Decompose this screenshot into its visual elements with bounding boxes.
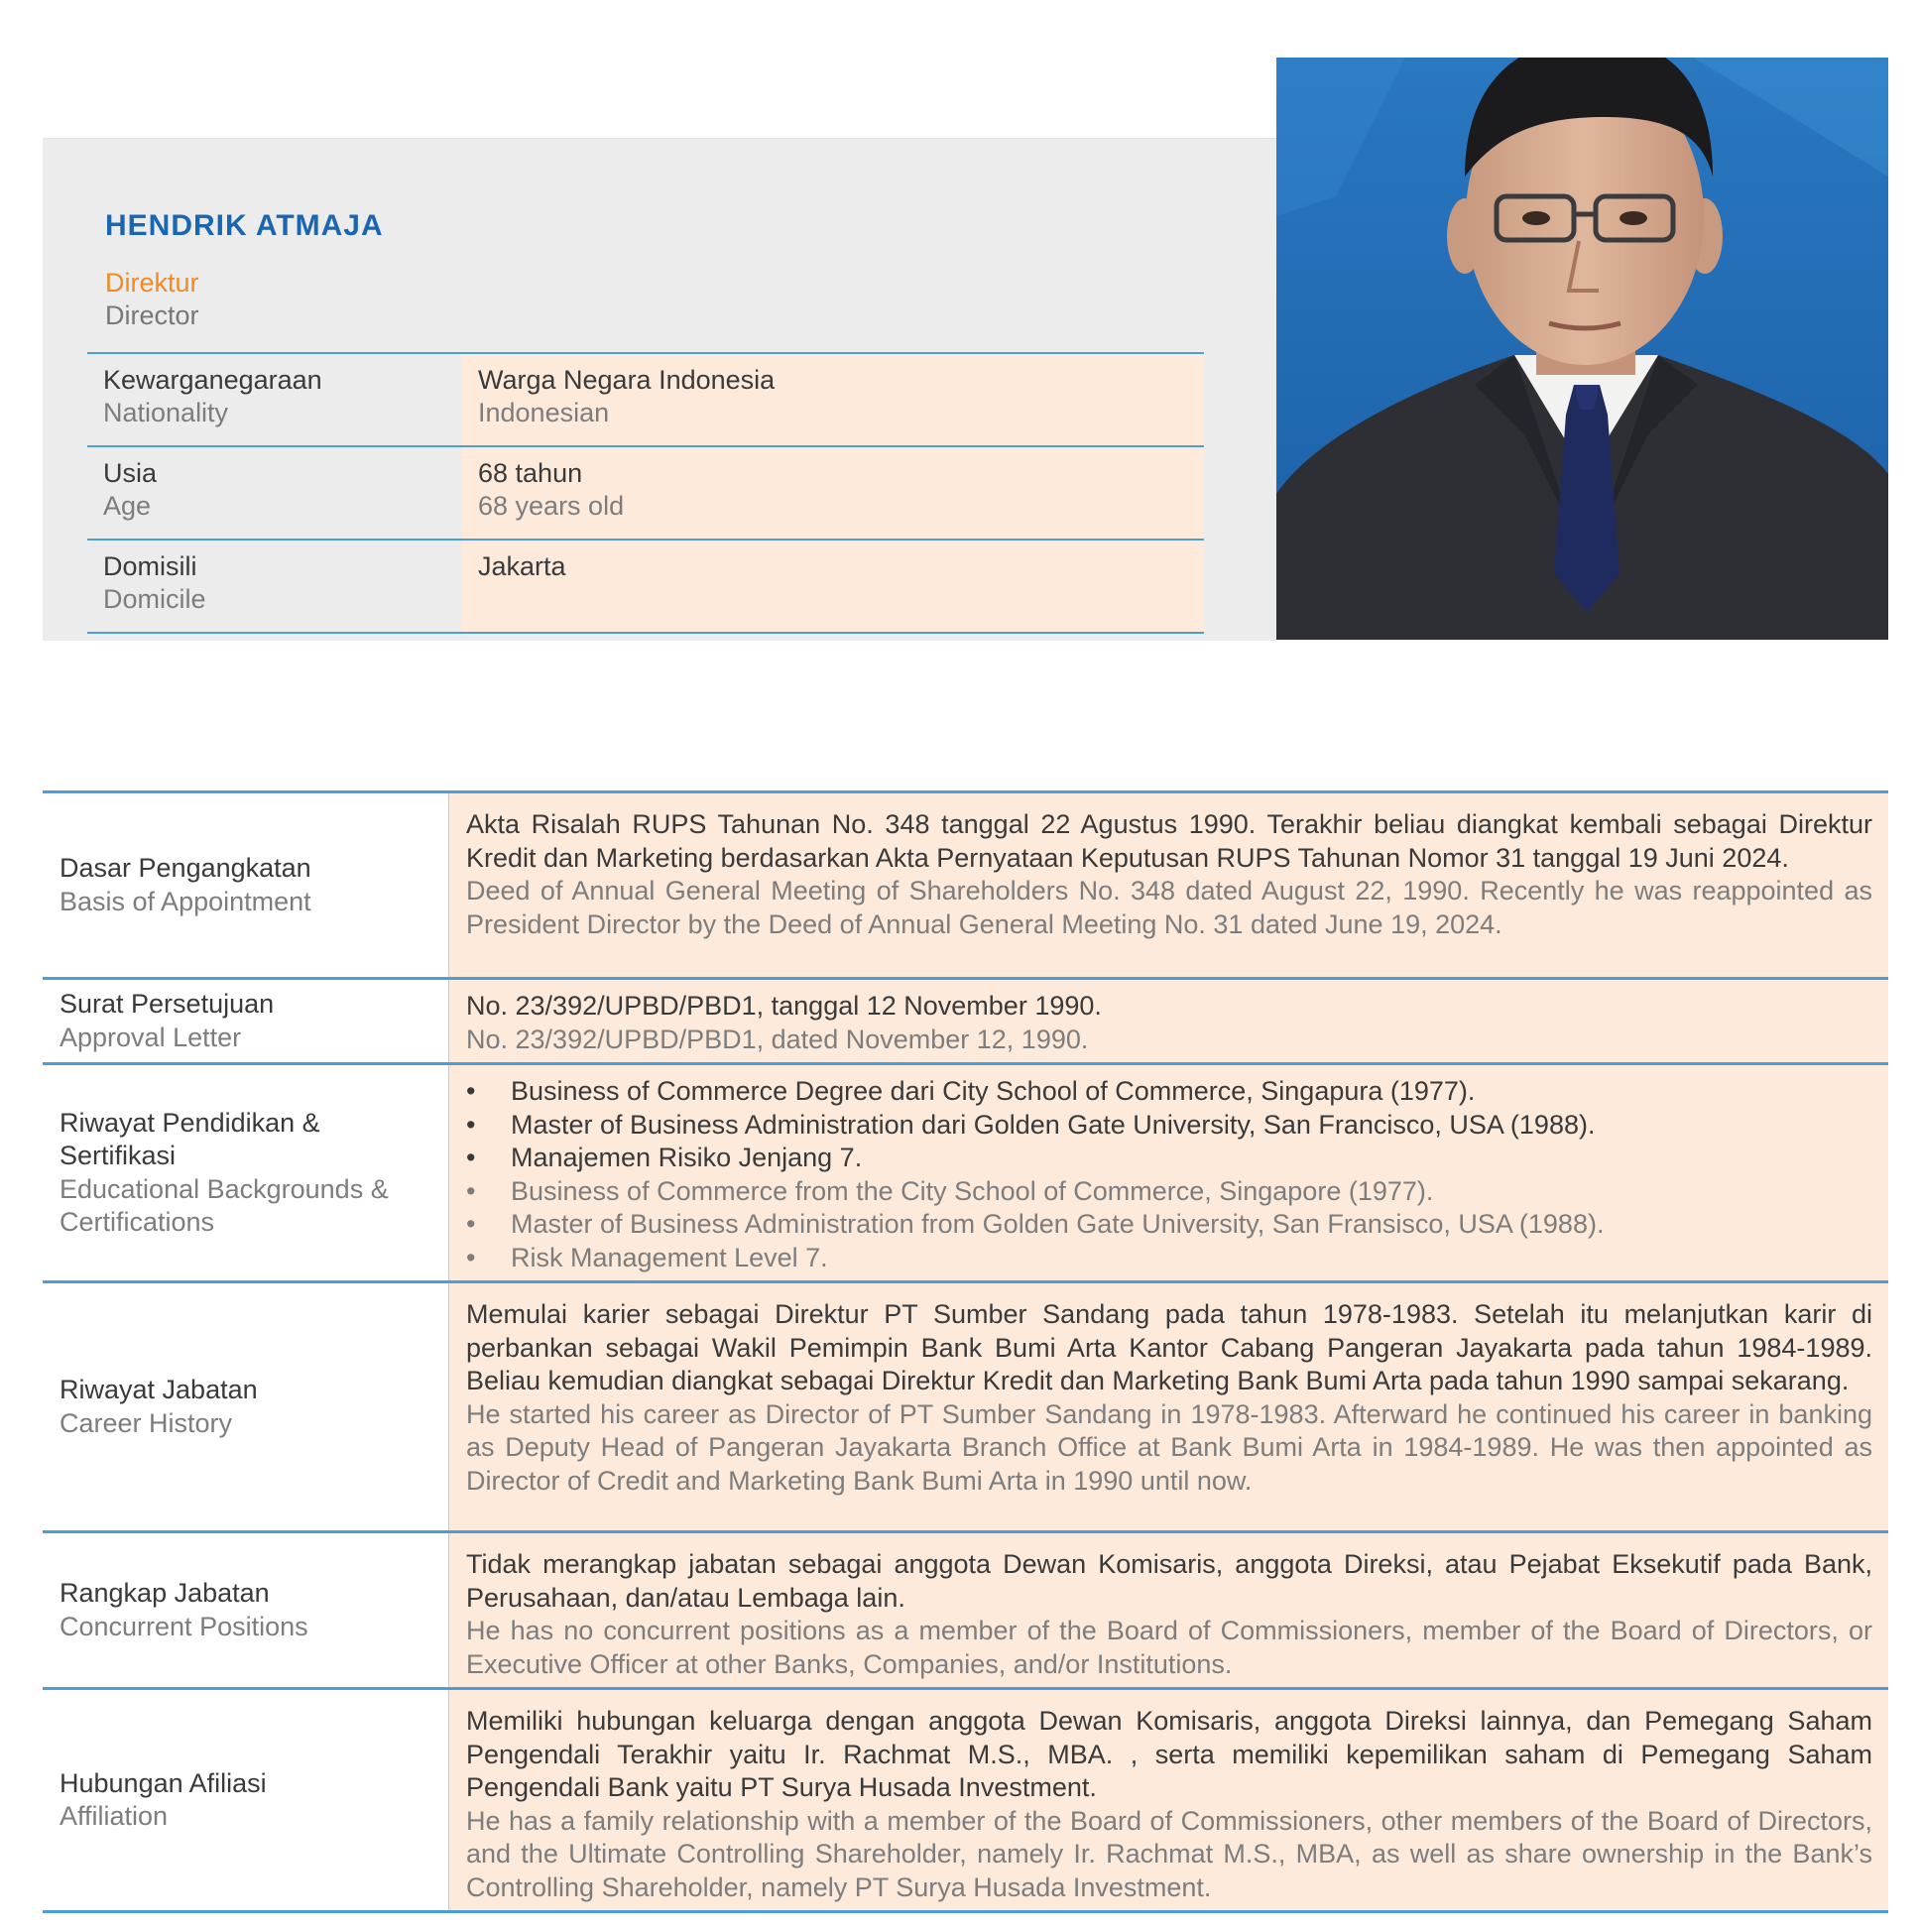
details-value-cell xyxy=(449,1689,1889,1912)
approval-text-id: No. 23/392/UPBD/PBD1, tanggal 12 November 1990. xyxy=(466,991,1102,1021)
domicile-label-en: Domicile xyxy=(103,584,206,614)
age-value-en: 68 years old xyxy=(478,491,625,521)
details-label-cell xyxy=(43,1064,449,1282)
career-text-id: Memulai karier sebagai Direktur PT Sumber Sandang pada tahun 1978-1983. Setelah itu melanjutkan karir di perbankan sebagai Wakil Pemimpin Bank Bumi Arta Kantor Cabang Pangeran Jayakarta pada tahun 1984-1989. Beliau kemudian diangkat sebagai Direktur Kredit dan Marketing Bank Bumi Arta pada tahun 1990 sampai sekarang. xyxy=(466,1299,1872,1395)
profile-table xyxy=(87,352,1204,634)
affiliation-label-id: Hubungan Afiliasi xyxy=(60,1767,267,1798)
education-item-id: • Master of Business Administration dari Golden Gate University, San Francisco, USA (1988). xyxy=(466,1109,1872,1143)
concurrent-label-en: Concurrent Positions xyxy=(60,1611,308,1641)
approval-label-en: Approval Letter xyxy=(60,1022,242,1052)
details-label-cell xyxy=(43,792,449,979)
profile-value-cell xyxy=(462,540,1204,633)
education-label-id: Riwayat Pendidikan & Sertifikasi xyxy=(60,1107,320,1170)
details-value-cell xyxy=(449,1532,1889,1689)
career-label-id: Riwayat Jabatan xyxy=(60,1375,258,1404)
profile-row-domicile xyxy=(87,540,1204,633)
profile-value-cell xyxy=(462,353,1204,446)
nationality-label-en: Nationality xyxy=(103,398,229,427)
details-row-education xyxy=(43,1064,1888,1282)
career-text-en: He started his career as Director of PT Sumber Sandang in 1978-1983. Afterward he continued his career in banking as Deputy Head of Pangeran Jayakarta Branch Office at Bank Bumi Arta in 1984-1989. He was then appointed as Director of Credit and Marketing Bank Bumi Arta in 1990 until now. xyxy=(466,1398,1872,1496)
affiliation-label-en: Affiliation xyxy=(60,1801,169,1831)
education-label-en: Educational Backgrounds & Certifications xyxy=(60,1173,389,1237)
education-item-en: • Master of Business Administration from Golden Gate University, San Fransisco, USA (1988). xyxy=(466,1208,1872,1242)
profile-label-cell xyxy=(87,446,462,540)
details-row-appointment xyxy=(43,792,1888,979)
education-item-id: • Business of Commerce Degree dari City School of Commerce, Singapura (1977). xyxy=(466,1075,1872,1109)
profile-value-cell xyxy=(462,446,1204,540)
details-row-concurrent xyxy=(43,1532,1888,1689)
details-row-approval xyxy=(43,979,1888,1064)
approval-label-id: Surat Persetujuan xyxy=(60,989,275,1019)
details-row-affiliation xyxy=(43,1689,1888,1912)
profile-label-cell xyxy=(87,540,462,633)
education-list xyxy=(466,1075,1872,1274)
position-title-en: Director xyxy=(105,301,199,330)
nationality-label-id: Kewarganegaraan xyxy=(103,365,322,395)
affiliation-text-id: Memiliki hubungan keluarga dengan anggota Dewan Komisaris, anggota Direksi lainnya, dan Pemegang Saham Pengendali Terakhir yaitu Ir. Rachmat M.S., MBA. , serta memiliki kepemilikan saham di Pemegang Saham Pengendali Bank yaitu PT Surya Husada Investment. xyxy=(466,1706,1872,1802)
director-name: HENDRIK ATMAJA xyxy=(105,209,384,242)
details-table xyxy=(43,790,1888,1913)
concurrent-text-en: He has no concurrent positions as a member of the Board of Commissioners, member of the Board of Directors, or Executive Officer at other Banks, Companies, and/or Institutions. xyxy=(466,1616,1872,1679)
details-value-cell xyxy=(449,1064,1889,1282)
portrait-illustration xyxy=(1276,58,1888,640)
details-row-career xyxy=(43,1282,1888,1532)
domicile-label-id: Domisili xyxy=(103,551,197,581)
age-label-en: Age xyxy=(103,491,152,521)
career-label-en: Career History xyxy=(60,1407,233,1438)
nationality-value-en: Indonesian xyxy=(478,398,610,427)
nationality-value-id: Warga Negara Indonesia xyxy=(478,365,776,395)
age-label-id: Usia xyxy=(103,458,158,488)
education-item-en: • Business of Commerce from the City School of Commerce, Singapore (1977). xyxy=(466,1175,1872,1209)
details-label-cell xyxy=(43,1282,449,1532)
details-value-cell xyxy=(449,979,1889,1064)
director-portrait xyxy=(1276,58,1888,640)
profile-row-age xyxy=(87,446,1204,540)
education-item-en: • Risk Management Level 7. xyxy=(466,1242,1872,1275)
concurrent-label-id: Rangkap Jabatan xyxy=(60,1578,270,1608)
education-item-id: • Manajemen Risiko Jenjang 7. xyxy=(466,1142,1872,1175)
appointment-text-id: Akta Risalah RUPS Tahunan No. 348 tanggal 22 Agustus 1990. Terakhir beliau diangkat kembali sebagai Direktur Kredit dan Marketing berdasarkan Akta Pernyataan Keputusan RUPS Tahunan Nomor 31 tanggal 19 Juni 2024. xyxy=(466,809,1872,873)
profile-label-cell xyxy=(87,353,462,446)
profile-row-nationality xyxy=(87,353,1204,446)
position-title-id: Direktur xyxy=(105,268,199,298)
age-value-id: 68 tahun xyxy=(478,458,583,488)
approval-text-en: No. 23/392/UPBD/PBD1, dated November 12, 1990. xyxy=(466,1024,1089,1054)
concurrent-text-id: Tidak merangkap jabatan sebagai anggota Dewan Komisaris, anggota Direksi, atau Pejabat Eksekutif pada Bank, Perusahaan, dan/atau Lembaga lain. xyxy=(466,1549,1872,1613)
details-label-cell xyxy=(43,1532,449,1689)
affiliation-text-en: He has a family relationship with a member of the Board of Commissioners, other members of the Board of Directors, and the Ultimate Controlling Shareholder, namely Ir. Rachmat M.S., MBA, as well as share ownership in the Bank’s Controlling Shareholder, namely PT Surya Husada Investment. xyxy=(466,1805,1872,1902)
details-value-cell xyxy=(449,1282,1889,1532)
details-label-cell xyxy=(43,979,449,1064)
appointment-label-en: Basis of Appointment xyxy=(60,886,311,916)
details-value-cell xyxy=(449,792,1889,979)
domicile-value-id: Jakarta xyxy=(478,551,566,581)
appointment-text-en: Deed of Annual General Meeting of Shareholders No. 348 dated August 22, 1990. Recently he was reappointed as President Director by the Deed of Annual General Meeting No. 31 dated June 19, 2024. xyxy=(466,876,1872,939)
appointment-label-id: Dasar Pengangkatan xyxy=(60,853,311,883)
details-label-cell xyxy=(43,1689,449,1912)
